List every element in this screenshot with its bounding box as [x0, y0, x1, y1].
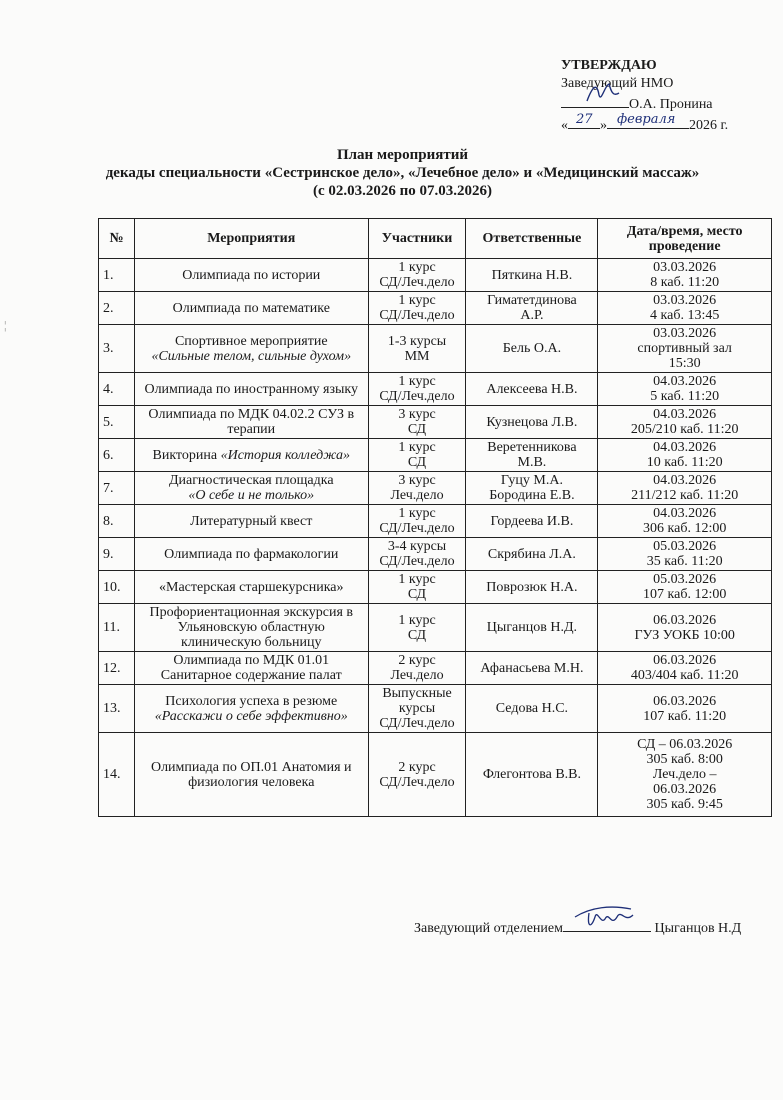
date-place-cell-line: 03.03.2026 — [653, 293, 717, 308]
responsible-cell — [466, 571, 598, 604]
participants-cell-line: Леч.дело — [390, 488, 444, 503]
date-place-cell-line: 05.03.2026 — [653, 572, 717, 587]
table-row — [99, 472, 772, 505]
responsible-cell-line: Бородина Е.В. — [489, 488, 575, 503]
event-cell — [134, 406, 368, 439]
date-place-cell-line: 06.03.2026 — [653, 653, 717, 668]
participants-cell-line: 1-3 курсы — [387, 333, 447, 349]
date-place-cell — [598, 439, 772, 472]
responsible-cell-line: Цыганцов Н.Д. — [486, 620, 578, 635]
event-text: «Мастерская старшекурсника» — [159, 579, 344, 595]
participants-cell-line: СД — [407, 422, 427, 437]
date-place-cell-line: 4 каб. 13:45 — [650, 308, 720, 323]
participants-cell-line: СД/Леч.дело — [379, 521, 455, 536]
participants-cell-line: 2 курс — [398, 759, 436, 775]
month-underline — [607, 114, 689, 129]
event-text: Олимпиада по истории — [182, 267, 321, 283]
event-text: Олимпиада по фармакологии — [164, 546, 339, 562]
date-place-cell — [598, 325, 772, 373]
title-line-3: (с 02.03.2026 по 07.03.2026) — [312, 183, 493, 199]
participants-cell-line: 3 курс — [398, 407, 436, 422]
date-place-cell-line: 04.03.2026 — [653, 473, 717, 488]
signature-underline — [561, 93, 629, 108]
participants-cell-line: СД/Леч.дело — [379, 389, 455, 404]
event-cell — [134, 292, 368, 325]
participants-cell-line: ММ — [404, 348, 430, 364]
responsible-cell-line: Бель О.А. — [502, 341, 562, 356]
date-place-cell-line: 06.03.2026 — [653, 693, 717, 709]
header-number: № — [99, 219, 135, 259]
event-italic: «Расскажи о себе эффективно» — [154, 708, 348, 724]
date-place-cell — [598, 652, 772, 685]
event-cell — [134, 373, 368, 406]
date-place-cell-line: СД – 06.03.2026 — [637, 737, 733, 752]
responsible-cell — [466, 604, 598, 652]
date-place-cell-line: 35 каб. 11:20 — [646, 554, 723, 569]
table-row — [99, 406, 772, 439]
participants-cell-line: 1 курс — [398, 293, 436, 308]
table-row — [99, 505, 772, 538]
participants-cell-line: 1 курс — [398, 260, 436, 275]
participants-cell — [368, 571, 466, 604]
responsible-cell-line: Гордеева И.В. — [490, 513, 574, 529]
participants-cell-line: 3 курс — [398, 473, 436, 488]
responsible-cell — [466, 505, 598, 538]
event-cell — [134, 472, 368, 505]
footer — [414, 917, 774, 937]
date-place-cell-line: 10 каб. 11:20 — [646, 455, 723, 470]
participants-cell — [368, 538, 466, 571]
date-place-cell-line: 306 каб. 12:00 — [643, 521, 727, 536]
responsible-cell — [466, 733, 598, 817]
date-place-cell — [598, 373, 772, 406]
participants-cell-line: курсы — [398, 701, 436, 716]
date-place-cell-line: 305 каб. 9:45 — [646, 797, 723, 812]
participants-cell — [368, 259, 466, 292]
footer-position: Заведующий отделением — [414, 921, 563, 936]
table-row — [99, 538, 772, 571]
date-place-cell-line: 04.03.2026 — [653, 407, 717, 422]
approval-date — [561, 114, 771, 135]
date-place-cell — [598, 733, 772, 817]
row-number: 3. — [99, 325, 135, 373]
row-number: 6. — [99, 439, 135, 472]
responsible-cell — [466, 292, 598, 325]
event-cell — [134, 259, 368, 292]
approval-heading: УТВЕРЖДАЮ — [561, 58, 657, 73]
table-row — [99, 685, 772, 733]
row-number: 1. — [99, 259, 135, 292]
approval-year: 2026 г. — [689, 118, 729, 133]
event-cell — [134, 505, 368, 538]
event-text: Олимпиада по иностранному языку — [144, 381, 359, 397]
table-row — [99, 652, 772, 685]
date-place-cell-line: 05.03.2026 — [653, 539, 717, 554]
date-place-cell-line: 8 каб. 11:20 — [650, 275, 720, 290]
participants-cell — [368, 733, 466, 817]
event-text: Профориентационная экскурсия в Ульяновскую областную клиническую больницу — [149, 605, 354, 650]
approval-name: О.А. Пронина — [629, 97, 713, 112]
responsible-cell-line: Веретенникова — [487, 440, 577, 455]
responsible-cell — [466, 652, 598, 685]
event-cell — [134, 439, 368, 472]
participants-cell — [368, 439, 466, 472]
approval-position: Заведующий НМО — [561, 76, 674, 91]
date-place-cell-line: 06.03.2026 — [653, 612, 717, 628]
responsible-cell-line: Седова Н.С. — [495, 701, 569, 716]
table-header-row — [99, 219, 772, 259]
participants-cell — [368, 652, 466, 685]
date-open-quote: « — [561, 118, 568, 133]
date-place-cell-line: Леч.дело – — [652, 767, 717, 782]
event-italic: «История колледжа» — [220, 447, 351, 463]
event-cell — [134, 325, 368, 373]
event-cell — [134, 685, 368, 733]
date-place-cell-line: ГУЗ УОКБ 10:00 — [634, 627, 735, 643]
event-italic: «Сильные телом, сильные духом» — [151, 348, 352, 364]
document-title — [40, 146, 765, 200]
approval-month: февраля — [617, 112, 676, 127]
date-place-cell — [598, 604, 772, 652]
header-responsible: Ответственные — [466, 219, 598, 259]
title-line-1: План мероприятий — [336, 147, 469, 163]
header-events: Мероприятия — [134, 219, 368, 259]
event-cell — [134, 604, 368, 652]
participants-cell-line: 2 курс — [398, 653, 436, 668]
date-place-cell — [598, 406, 772, 439]
table-row — [99, 733, 772, 817]
responsible-cell-line: А.Р. — [520, 308, 544, 323]
row-number: 8. — [99, 505, 135, 538]
participants-cell-line: СД/Леч.дело — [379, 554, 455, 569]
participants-cell — [368, 604, 466, 652]
responsible-cell-line: Поврозюк Н.А. — [486, 579, 578, 595]
participants-cell — [368, 373, 466, 406]
date-place-cell-line: 211/212 каб. 11:20 — [631, 488, 739, 503]
date-place-cell — [598, 259, 772, 292]
row-number: 13. — [99, 685, 135, 733]
participants-cell-line: СД — [407, 587, 427, 602]
responsible-cell-line: Алексеева Н.В. — [486, 381, 578, 397]
responsible-cell-line: Флегонтова В.В. — [482, 767, 582, 782]
participants-cell-line: 1 курс — [398, 572, 436, 587]
responsible-cell-line: Гуцу М.А. — [500, 473, 563, 488]
table-row — [99, 373, 772, 406]
participants-cell-line: СД/Леч.дело — [379, 774, 455, 790]
footer-signature-line — [563, 917, 651, 932]
date-place-cell — [598, 505, 772, 538]
event-text: Спортивное мероприятие — [174, 333, 328, 349]
date-place-cell-line: 305 каб. 8:00 — [646, 752, 723, 767]
participants-cell — [368, 472, 466, 505]
event-cell — [134, 652, 368, 685]
row-number: 14. — [99, 733, 135, 817]
responsible-cell — [466, 472, 598, 505]
participants-cell-line: 1 курс — [398, 612, 436, 628]
participants-cell-line: 1 курс — [398, 440, 436, 455]
event-text: Олимпиада по математике — [172, 300, 330, 316]
date-place-cell-line: 205/210 каб. 11:20 — [630, 422, 739, 437]
title-line-2: декады специальности «Сестринское дело», «Лечебное дело» и «Медицинский массаж» — [105, 165, 700, 181]
event-text: Литературный квест — [190, 513, 313, 529]
responsible-cell — [466, 373, 598, 406]
footer-name: Цыганцов Н.Д — [654, 921, 742, 936]
date-place-cell-line: 107 каб. 12:00 — [643, 587, 727, 602]
date-place-cell-line: 04.03.2026 — [653, 374, 717, 389]
participants-cell — [368, 325, 466, 373]
table-row — [99, 439, 772, 472]
date-place-cell-line: 04.03.2026 — [653, 506, 717, 521]
event-text: Викторина — [152, 447, 218, 463]
responsible-cell-line: Кузнецова Л.В. — [486, 414, 578, 430]
participants-cell-line: СД — [407, 455, 427, 470]
date-place-cell-line: спортивный зал — [637, 341, 732, 356]
date-place-cell-line: 403/404 каб. 11:20 — [630, 668, 739, 683]
responsible-cell — [466, 439, 598, 472]
date-place-cell-line: 107 каб. 11:20 — [643, 708, 727, 724]
event-text: Олимпиада по МДК 01.01 Санитарное содержание палат — [160, 653, 342, 683]
event-text: Олимпиада по МДК 04.02.2 СУЗ в терапии — [148, 407, 355, 437]
row-number: 7. — [99, 472, 135, 505]
event-text: Диагностическая площадка — [168, 473, 334, 488]
row-number: 11. — [99, 604, 135, 652]
responsible-cell — [466, 259, 598, 292]
date-place-cell — [598, 538, 772, 571]
row-number: 4. — [99, 373, 135, 406]
date-close-quote: » — [600, 118, 607, 133]
margin-mark: ¦ — [4, 318, 7, 332]
participants-cell — [368, 406, 466, 439]
date-place-cell-line: 5 каб. 11:20 — [650, 389, 720, 404]
date-place-cell — [598, 571, 772, 604]
table-row — [99, 292, 772, 325]
responsible-cell-line: Гиматетдинова — [487, 293, 577, 308]
event-cell — [134, 571, 368, 604]
row-number: 5. — [99, 406, 135, 439]
table-row — [99, 604, 772, 652]
day-underline — [568, 114, 600, 129]
participants-cell-line: СД/Леч.дело — [379, 308, 455, 323]
event-text: Олимпиада по ОП.01 Анатомия и физиология человека — [150, 759, 352, 790]
participants-cell-line: Леч.дело — [390, 668, 444, 683]
participants-cell — [368, 505, 466, 538]
participants-cell-line: СД/Леч.дело — [379, 275, 455, 290]
responsible-cell — [466, 325, 598, 373]
participants-cell-line: 1 курс — [398, 374, 436, 389]
row-number: 10. — [99, 571, 135, 604]
responsible-cell — [466, 685, 598, 733]
date-place-cell — [598, 685, 772, 733]
participants-cell-line: 3-4 курсы — [387, 539, 447, 554]
event-cell — [134, 538, 368, 571]
date-place-cell-line: 04.03.2026 — [653, 440, 717, 455]
participants-cell-line: СД — [407, 627, 427, 643]
responsible-cell-line: М.В. — [517, 455, 547, 470]
responsible-cell-line: Афанасьева М.Н. — [480, 660, 584, 676]
participants-cell-line: 1 курс — [398, 506, 436, 521]
approval-block — [561, 57, 771, 135]
table-row — [99, 259, 772, 292]
date-place-cell-line: 03.03.2026 — [653, 326, 717, 341]
header-participants: Участники — [368, 219, 466, 259]
footer-signature — [571, 901, 651, 931]
responsible-cell-line: Скрябина Л.А. — [487, 546, 576, 562]
date-place-cell — [598, 292, 772, 325]
participants-cell-line: СД/Леч.дело — [379, 716, 455, 731]
event-text: Психология успеха в резюме — [165, 693, 338, 709]
responsible-cell — [466, 538, 598, 571]
row-number: 2. — [99, 292, 135, 325]
date-place-cell — [598, 472, 772, 505]
table-row — [99, 325, 772, 373]
participants-cell-line: Выпускные — [382, 686, 452, 701]
row-number: 9. — [99, 538, 135, 571]
date-place-cell-line: 03.03.2026 — [653, 260, 717, 275]
responsible-cell — [466, 406, 598, 439]
responsible-cell-line: Пяткина Н.В. — [491, 267, 573, 283]
approval-day: 27 — [576, 112, 593, 127]
date-place-cell-line: 06.03.2026 — [653, 782, 717, 797]
participants-cell — [368, 292, 466, 325]
participants-cell — [368, 685, 466, 733]
event-italic: «О себе и не только» — [188, 488, 315, 503]
approval-signature — [583, 81, 623, 107]
row-number: 12. — [99, 652, 135, 685]
event-cell — [134, 733, 368, 817]
date-place-cell-line: 15:30 — [668, 356, 701, 371]
events-table — [98, 218, 772, 817]
table-row — [99, 571, 772, 604]
header-date-place: Дата/время, место проведение — [598, 219, 772, 259]
